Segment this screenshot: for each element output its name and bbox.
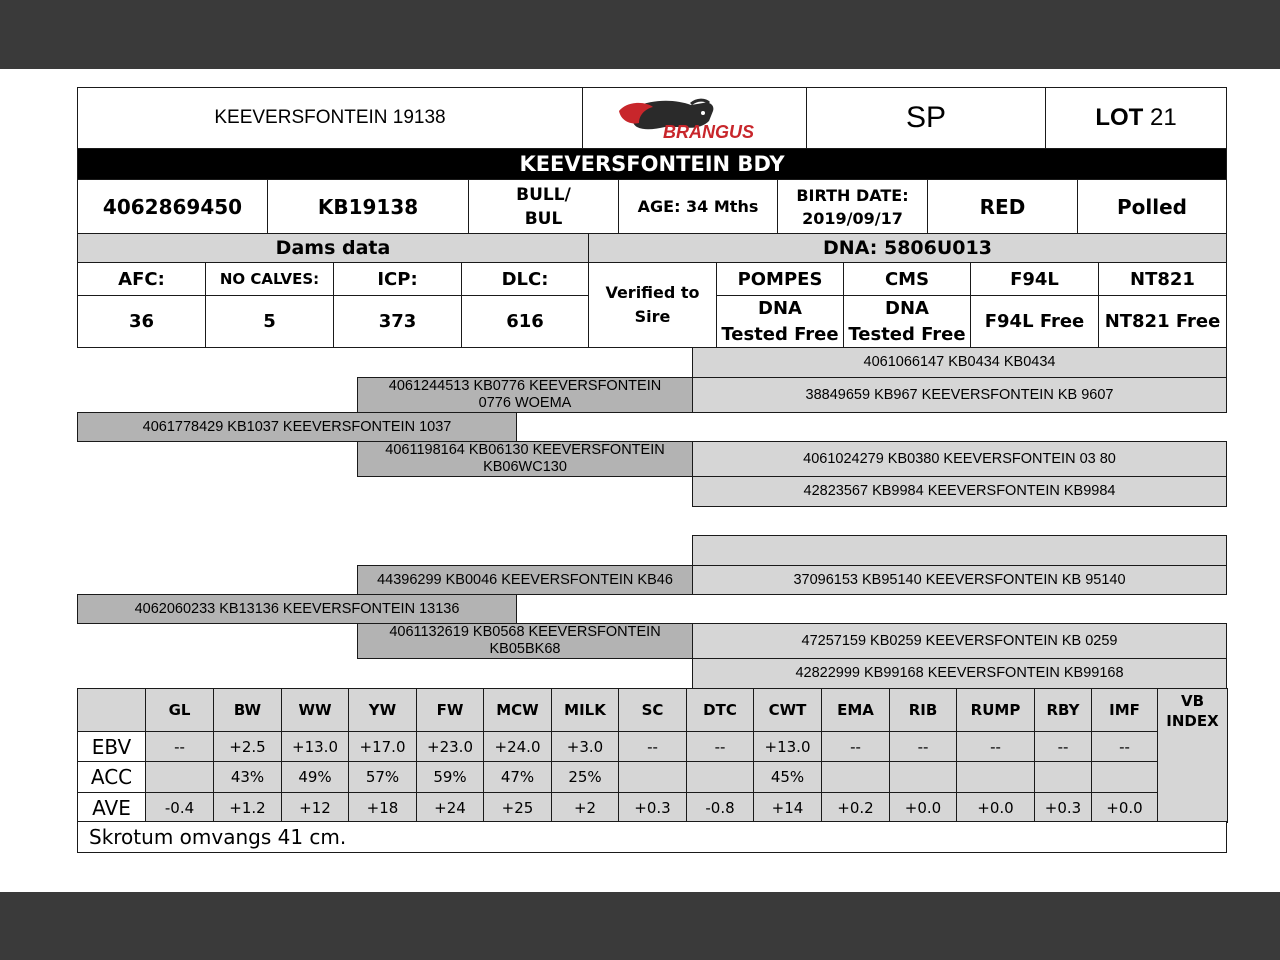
page-title: KEEVERSFONTEIN BDY	[77, 148, 1227, 180]
birth-date: BIRTH DATE: 2019/09/17	[777, 179, 928, 234]
bottom-band	[0, 892, 1280, 960]
pedigree-dam-sire: 44396299 KB0046 KEEVERSFONTEIN KB46	[357, 565, 693, 595]
ebv-value-cell	[686, 761, 754, 793]
dna-test-result: NT821 Free	[1098, 295, 1227, 348]
ebv-value-cell: +1.2	[213, 792, 282, 823]
dams-heading: Dams data	[77, 233, 589, 263]
sex: BULL/ BUL	[468, 179, 619, 234]
ebv-value-cell: +23.0	[416, 731, 484, 762]
ebv-value-cell: 25%	[551, 761, 619, 793]
logo-text: BRANGUS	[662, 122, 754, 142]
ebv-column-header: YW	[348, 688, 417, 732]
pedigree-dam-dam: 4061132619 KB0568 KEEVERSFONTEIN KB05BK68	[357, 623, 693, 659]
ebv-value-cell: 59%	[416, 761, 484, 793]
ebv-value-cell: +0.0	[889, 792, 957, 823]
ebv-value-cell: +18	[348, 792, 417, 823]
ebv-header-corner	[77, 688, 146, 732]
pedigree-sire-dam-dam: 42823567 KB9984 KEEVERSFONTEIN KB9984	[692, 476, 1227, 507]
ebv-column-header: FW	[416, 688, 484, 732]
ebv-value-cell: --	[889, 731, 957, 762]
ebv-value-cell: +0.0	[956, 792, 1035, 823]
note: Skrotum omvangs 41 cm.	[77, 821, 1227, 853]
ebv-value-cell: +2	[551, 792, 619, 823]
color: RED	[927, 179, 1078, 234]
afc-label: AFC:	[77, 262, 206, 296]
lot-number: 21	[1149, 104, 1177, 131]
ebv-value-cell	[618, 761, 687, 793]
ebv-row-label: EBV	[77, 731, 146, 762]
ebv-value-cell: --	[1091, 731, 1158, 762]
verified-to-sire: Verified to Sire	[588, 262, 717, 348]
ebv-value-cell: -0.4	[145, 792, 214, 823]
ebv-value-cell	[1091, 761, 1158, 793]
ebv-column-header: IMF	[1091, 688, 1158, 732]
ebv-column-header: BW	[213, 688, 282, 732]
ebv-value-cell: -0.8	[686, 792, 754, 823]
brangus-logo-cell	[582, 87, 807, 149]
ebv-value-cell	[1034, 761, 1092, 793]
dlc-value: 616	[461, 295, 589, 348]
ebv-value-cell	[821, 761, 890, 793]
vb-index-cell	[1157, 688, 1228, 823]
ebv-value-cell: 49%	[281, 761, 349, 793]
ebv-value-cell: +14	[753, 792, 822, 823]
pedigree-dam: 4062060233 KB13136 KEEVERSFONTEIN 13136	[77, 594, 517, 624]
ebv-value-cell: +3.0	[551, 731, 619, 762]
pedigree-dam-sire-dam: 37096153 KB95140 KEEVERSFONTEIN KB 95140	[692, 565, 1227, 595]
ebv-column-header: WW	[281, 688, 349, 732]
ebv-value-cell: +13.0	[753, 731, 822, 762]
ebv-value-cell: +0.2	[821, 792, 890, 823]
ebv-value-cell: --	[821, 731, 890, 762]
ebv-column-header: MILK	[551, 688, 619, 732]
ebv-column-header: RBY	[1034, 688, 1092, 732]
pedigree-sire-sire-dam: 38849659 KB967 KEEVERSFONTEIN KB 9607	[692, 377, 1227, 413]
lot-cell	[1045, 87, 1227, 149]
pedigree-sire-dam-sire: 4061024279 KB0380 KEEVERSFONTEIN 03 80	[692, 441, 1227, 477]
ebv-value-cell: 43%	[213, 761, 282, 793]
brangus-logo	[605, 93, 785, 143]
calves-value: 5	[205, 295, 334, 348]
ebv-value-cell: +13.0	[281, 731, 349, 762]
ebv-value-cell: 47%	[483, 761, 552, 793]
ebv-value-cell: +0.3	[618, 792, 687, 823]
ebv-value-cell: +25	[483, 792, 552, 823]
pedigree-dam-dam-sire: 47257159 KB0259 KEEVERSFONTEIN KB 0259	[692, 623, 1227, 659]
ebv-column-header: CWT	[753, 688, 822, 732]
dna-test-result: F94L Free	[970, 295, 1099, 348]
dlc-label: DLC:	[461, 262, 589, 296]
calves-label: NO CALVES:	[205, 262, 334, 296]
ebv-value-cell	[889, 761, 957, 793]
dna-test-name: POMPES	[716, 262, 844, 296]
pedigree-sire: 4061778429 KB1037 KEEVERSFONTEIN 1037	[77, 412, 517, 442]
pedigree-sire-sire: 4061244513 KB0776 KEEVERSFONTEIN 0776 WOEMA	[357, 377, 693, 413]
ebv-column-header: EMA	[821, 688, 890, 732]
pedigree-sire-sire-sire: 4061066147 KB0434 KB0434	[692, 347, 1227, 378]
ebv-column-header: SC	[618, 688, 687, 732]
age: AGE: 34 Mths	[618, 179, 778, 234]
reg-number: 4062869450	[77, 179, 268, 234]
top-band	[0, 0, 1280, 69]
lot-label: LOT	[1095, 104, 1144, 131]
ebv-value-cell: +0.0	[1091, 792, 1158, 823]
afc-value: 36	[77, 295, 206, 348]
ebv-row-label: ACC	[77, 761, 146, 793]
ebv-value-cell: +2.5	[213, 731, 282, 762]
pedigree-dam-dam-dam: 42822999 KB99168 KEEVERSFONTEIN KB99168	[692, 658, 1227, 689]
ebv-value-cell: +0.3	[1034, 792, 1092, 823]
ebv-value-cell	[956, 761, 1035, 793]
icp-value: 373	[333, 295, 462, 348]
ebv-value-cell: --	[686, 731, 754, 762]
ebv-column-header: GL	[145, 688, 214, 732]
ebv-value-cell: --	[956, 731, 1035, 762]
ebv-row-label: AVE	[77, 792, 146, 823]
ebv-column-header: DTC	[686, 688, 754, 732]
ebv-value-cell: 45%	[753, 761, 822, 793]
ebv-value-cell: +17.0	[348, 731, 417, 762]
ebv-value-cell: --	[618, 731, 687, 762]
dna-test-result: DNA Tested Free	[716, 295, 844, 348]
ebv-column-header: RUMP	[956, 688, 1035, 732]
vb-index-label: VB INDEX	[1166, 692, 1219, 730]
ebv-value-cell: 57%	[348, 761, 417, 793]
ebv-value-cell	[145, 761, 214, 793]
dna-test-name: NT821	[1098, 262, 1227, 296]
tattoo: KB19138	[267, 179, 469, 234]
dna-test-result: DNA Tested Free	[843, 295, 971, 348]
sp-label: SP	[806, 87, 1046, 149]
dna-test-name: F94L	[970, 262, 1099, 296]
ebv-column-header: MCW	[483, 688, 552, 732]
pedigree-sire-dam: 4061198164 KB06130 KEEVERSFONTEIN KB06WC130	[357, 441, 693, 477]
ebv-value-cell: --	[145, 731, 214, 762]
ebv-column-header: RIB	[889, 688, 957, 732]
ebv-value-cell: +24	[416, 792, 484, 823]
dna-test-name: CMS	[843, 262, 971, 296]
polled: Polled	[1077, 179, 1227, 234]
ebv-value-cell: +24.0	[483, 731, 552, 762]
ebv-value-cell: --	[1034, 731, 1092, 762]
ebv-value-cell: +12	[281, 792, 349, 823]
icp-label: ICP:	[333, 262, 462, 296]
dna-heading: DNA: 5806U013	[588, 233, 1227, 263]
animal-name: KEEVERSFONTEIN 19138	[77, 87, 583, 149]
pedigree-dam-sire-sire	[692, 535, 1227, 566]
